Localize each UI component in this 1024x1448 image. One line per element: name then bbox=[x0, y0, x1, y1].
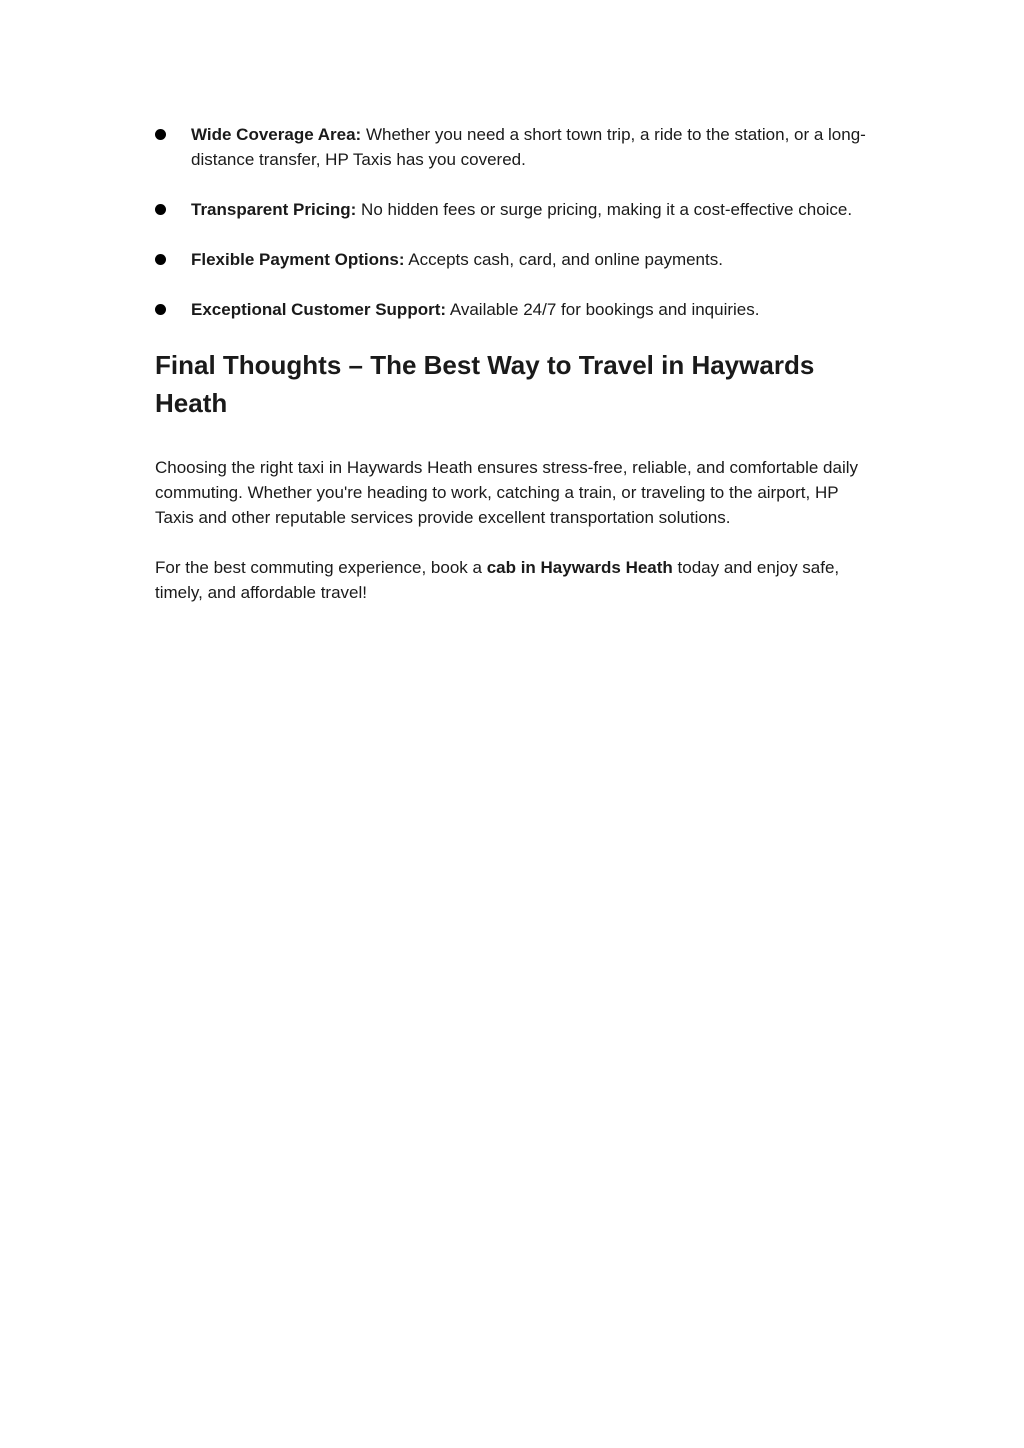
paragraph-text: today and enjoy safe, timely, and affordable travel! bbox=[155, 558, 840, 602]
bullet-text: No hidden fees or surge pricing, making it a cost-effective choice. bbox=[356, 200, 853, 219]
list-item bbox=[155, 247, 867, 272]
bullet-icon bbox=[155, 254, 166, 265]
list-item bbox=[155, 122, 867, 172]
paragraph-keyword: cab in Haywards Heath bbox=[486, 558, 673, 577]
bullet-text: Available 24/7 for bookings and inquiries. bbox=[446, 300, 760, 319]
document-page bbox=[155, 122, 867, 605]
list-item bbox=[155, 197, 867, 222]
list-item bbox=[155, 297, 867, 322]
bullet-icon bbox=[155, 129, 166, 140]
bullet-icon bbox=[155, 204, 166, 215]
bullet-term: Flexible Payment Options: bbox=[191, 250, 405, 269]
paragraph-text: For the best commuting experience, book a bbox=[155, 558, 487, 577]
bullet-icon bbox=[155, 304, 166, 315]
bullet-text: Accepts cash, card, and online payments. bbox=[404, 250, 723, 269]
final-paragraph-2 bbox=[155, 555, 867, 605]
bullet-term: Wide Coverage Area: bbox=[191, 125, 362, 144]
bullet-term: Transparent Pricing: bbox=[191, 200, 357, 219]
section-heading: Final Thoughts – The Best Way to Travel in Haywards Heath bbox=[155, 350, 815, 418]
bullet-term: Exceptional Customer Support: bbox=[191, 300, 447, 319]
benefits-list bbox=[155, 122, 867, 322]
final-paragraph-1: Choosing the right taxi in Haywards Heath ensures stress-free, reliable, and comfortable daily commuting. Whether you're heading to work, catching a train, or traveling to the airport, HP Taxis and other reputable services provide excellent transportation solutions. bbox=[155, 458, 859, 527]
bullet-text: Whether you need a short town trip, a ride to the station, or a long-distance transfer, HP Taxis has you covered. bbox=[191, 125, 866, 169]
